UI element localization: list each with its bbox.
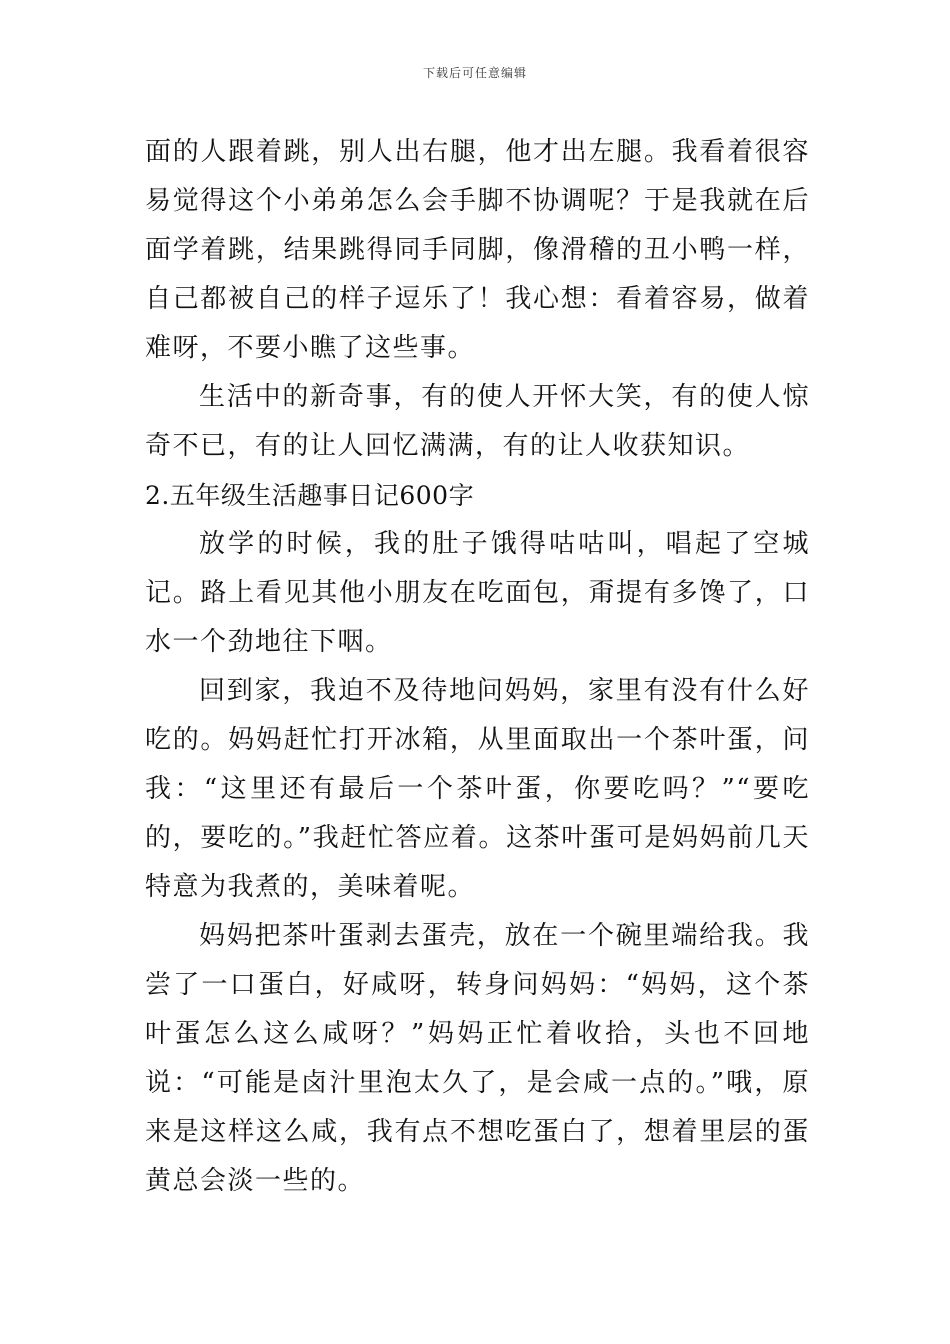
section-heading: 2.五年级生活趣事日记600字	[145, 481, 475, 510]
document-body	[145, 128, 810, 1206]
paragraph-3: 放学的时候，我的肚子饿得咕咕叫，唱起了空城记。路上看见其他小朋友在吃面包，甭提有多馋了，口水一个劲地往下咽。	[145, 529, 810, 657]
header-note: 下载后可任意编辑	[422, 66, 527, 80]
paragraph-4: 回到家，我迫不及待地问妈妈，家里有没有什么好吃的。妈妈赶忙打开冰箱，从里面取出一个茶叶蛋，问我：“这里还有最后一个茶叶蛋，你要吃吗？”“要吃的，要吃的。”我赶忙答应着。这茶叶蛋可是妈妈前几天特意为我煮的，美味着呢。	[145, 676, 810, 902]
paragraph-2: 生活中的新奇事，有的使人开怀大笑，有的使人惊奇不已，有的让人回忆满满，有的让人收获知识。	[145, 382, 810, 461]
paragraph-5: 妈妈把茶叶蛋剥去蛋壳，放在一个碗里端给我。我尝了一口蛋白，好咸呀，转身问妈妈：“妈妈，这个茶叶蛋怎么这么咸呀？”妈妈正忙着收拾，头也不回地说：“可能是卤汁里泡太久了，是会咸一点的。”哦，原来是这样这么咸，我有点不想吃蛋白了，想着里层的蛋黄总会淡一些的。	[145, 921, 810, 1196]
paragraph-1: 面的人跟着跳，别人出右腿，他才出左腿。我看着很容易觉得这个小弟弟怎么会手脚不协调呢？于是我就在后面学着跳，结果跳得同手同脚，像滑稽的丑小鸭一样，自己都被自己的样子逗乐了！我心想：看着容易，做着难呀，不要小瞧了这些事。	[145, 137, 810, 363]
